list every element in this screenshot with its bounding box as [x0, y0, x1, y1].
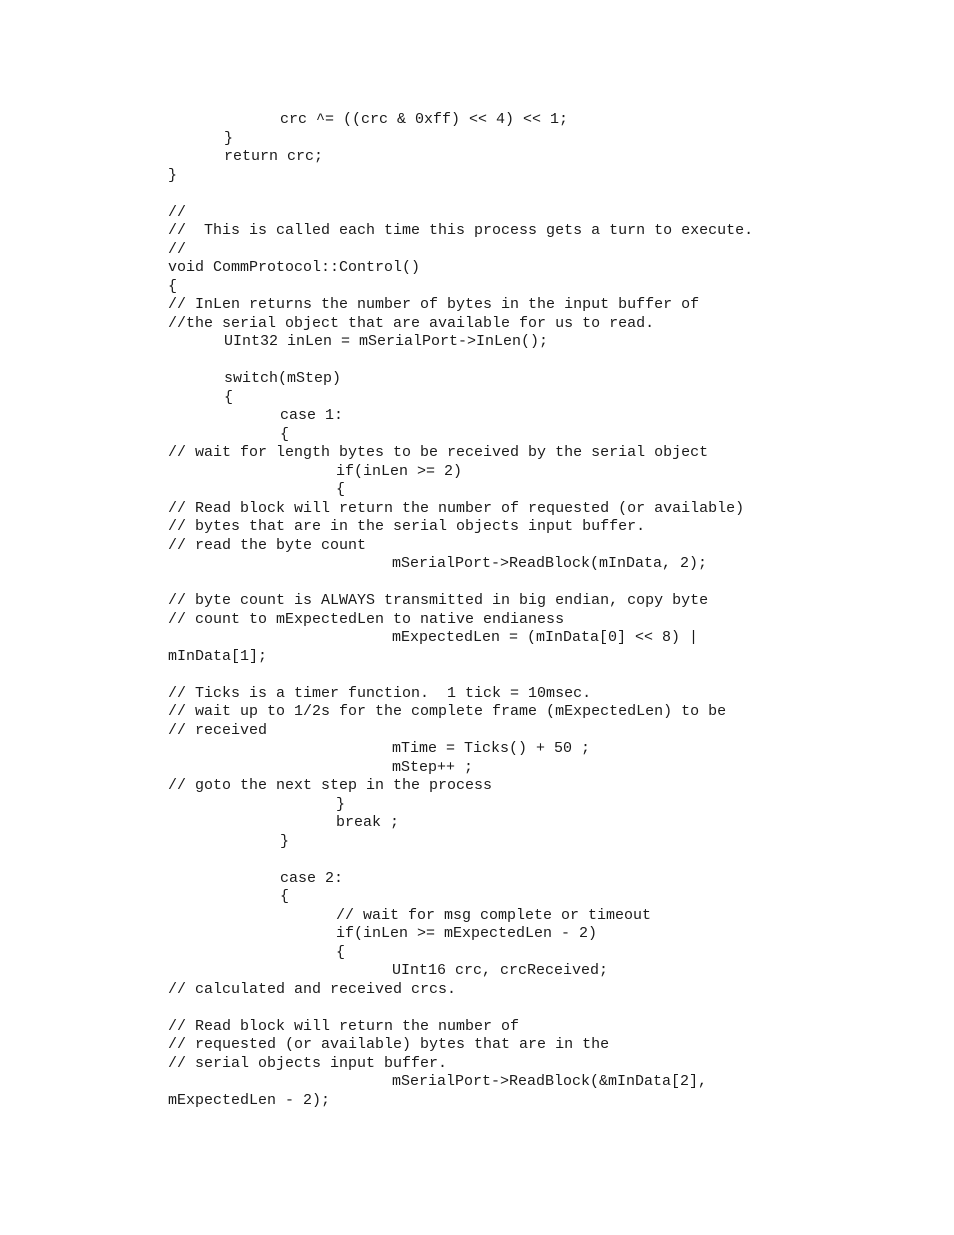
code-line: } — [336, 795, 346, 813]
code-line: // This is called each time this process gets a turn to execute. — [168, 222, 754, 239]
code-line: mStep++ ; — [392, 758, 474, 776]
blank-line — [168, 851, 928, 870]
code-line: if(inLen >= 2) — [336, 462, 463, 480]
code-line: // requested (or available) bytes that are in the — [168, 1036, 610, 1053]
code-line: // wait for length bytes to be received by the serial object — [168, 444, 709, 461]
code-line: // — [168, 240, 187, 258]
code-line: // Ticks is a timer function. 1 tick = 10msec. — [168, 684, 592, 702]
code-line: // Read block will return the number of requested (or available) — [168, 499, 745, 517]
code-line: { — [168, 277, 178, 295]
code-line: { — [336, 943, 346, 961]
code-line: break ; — [336, 814, 400, 831]
blank-line — [168, 999, 928, 1018]
code-line: // calculated and received crcs. — [168, 980, 457, 998]
code-line: return crc; — [224, 148, 324, 165]
code-line: mInData[1]; — [168, 647, 268, 665]
code-line: mExpectedLen = (mInData[0] << 8) | — [392, 629, 699, 646]
code-line: UInt16 crc, crcReceived; — [392, 962, 609, 979]
code-line: mSerialPort->ReadBlock(&mInData[2], — [392, 1073, 708, 1090]
code-line: { — [336, 481, 346, 498]
code-line: switch(mStep) — [224, 370, 342, 387]
code-line: // byte count is ALWAYS transmitted in big endian, copy byte — [168, 592, 709, 609]
blank-line — [168, 666, 928, 685]
code-line: mSerialPort->ReadBlock(mInData, 2); — [392, 555, 708, 572]
code-line: // wait up to 1/2s for the complete frame (mExpectedLen) to be — [168, 703, 727, 720]
code-line: // goto the next step in the process — [168, 777, 493, 794]
code-line: // bytes that are in the serial objects input buffer. — [168, 518, 646, 535]
code-listing — [168, 111, 928, 1110]
code-line: // Read block will return the number of — [168, 1017, 520, 1035]
code-line: crc ^= ((crc & 0xff) << 4) << 1; — [280, 111, 569, 128]
blank-line — [168, 352, 928, 371]
code-line: { — [280, 425, 290, 443]
code-line: // count to mExpectedLen to native endianess — [168, 610, 565, 628]
code-line: // wait for msg complete or timeout — [336, 906, 652, 924]
code-line: mExpectedLen - 2); — [168, 1091, 331, 1109]
code-line: //the serial object that are available for us to read. — [168, 314, 655, 332]
blank-line — [168, 574, 928, 593]
code-line: // received — [168, 721, 268, 739]
blank-line — [168, 185, 928, 204]
code-line: mTime = Ticks() + 50 ; — [392, 740, 591, 757]
code-line: } — [280, 832, 290, 850]
code-line: void CommProtocol::Control() — [168, 259, 421, 276]
code-line: // — [168, 203, 187, 221]
code-line: if(inLen >= mExpectedLen - 2) — [336, 925, 598, 942]
code-line: // read the byte count — [168, 536, 367, 554]
code-line: UInt32 inLen = mSerialPort->InLen(); — [224, 333, 549, 350]
code-line: case 1: — [280, 407, 344, 424]
code-line: } — [224, 129, 234, 147]
code-line: // InLen returns the number of bytes in the input buffer of — [168, 296, 700, 313]
code-line: { — [280, 888, 290, 905]
code-line: { — [224, 388, 234, 406]
code-line: } — [168, 166, 178, 184]
code-line: // serial objects input buffer. — [168, 1054, 448, 1072]
code-line: case 2: — [280, 869, 344, 887]
